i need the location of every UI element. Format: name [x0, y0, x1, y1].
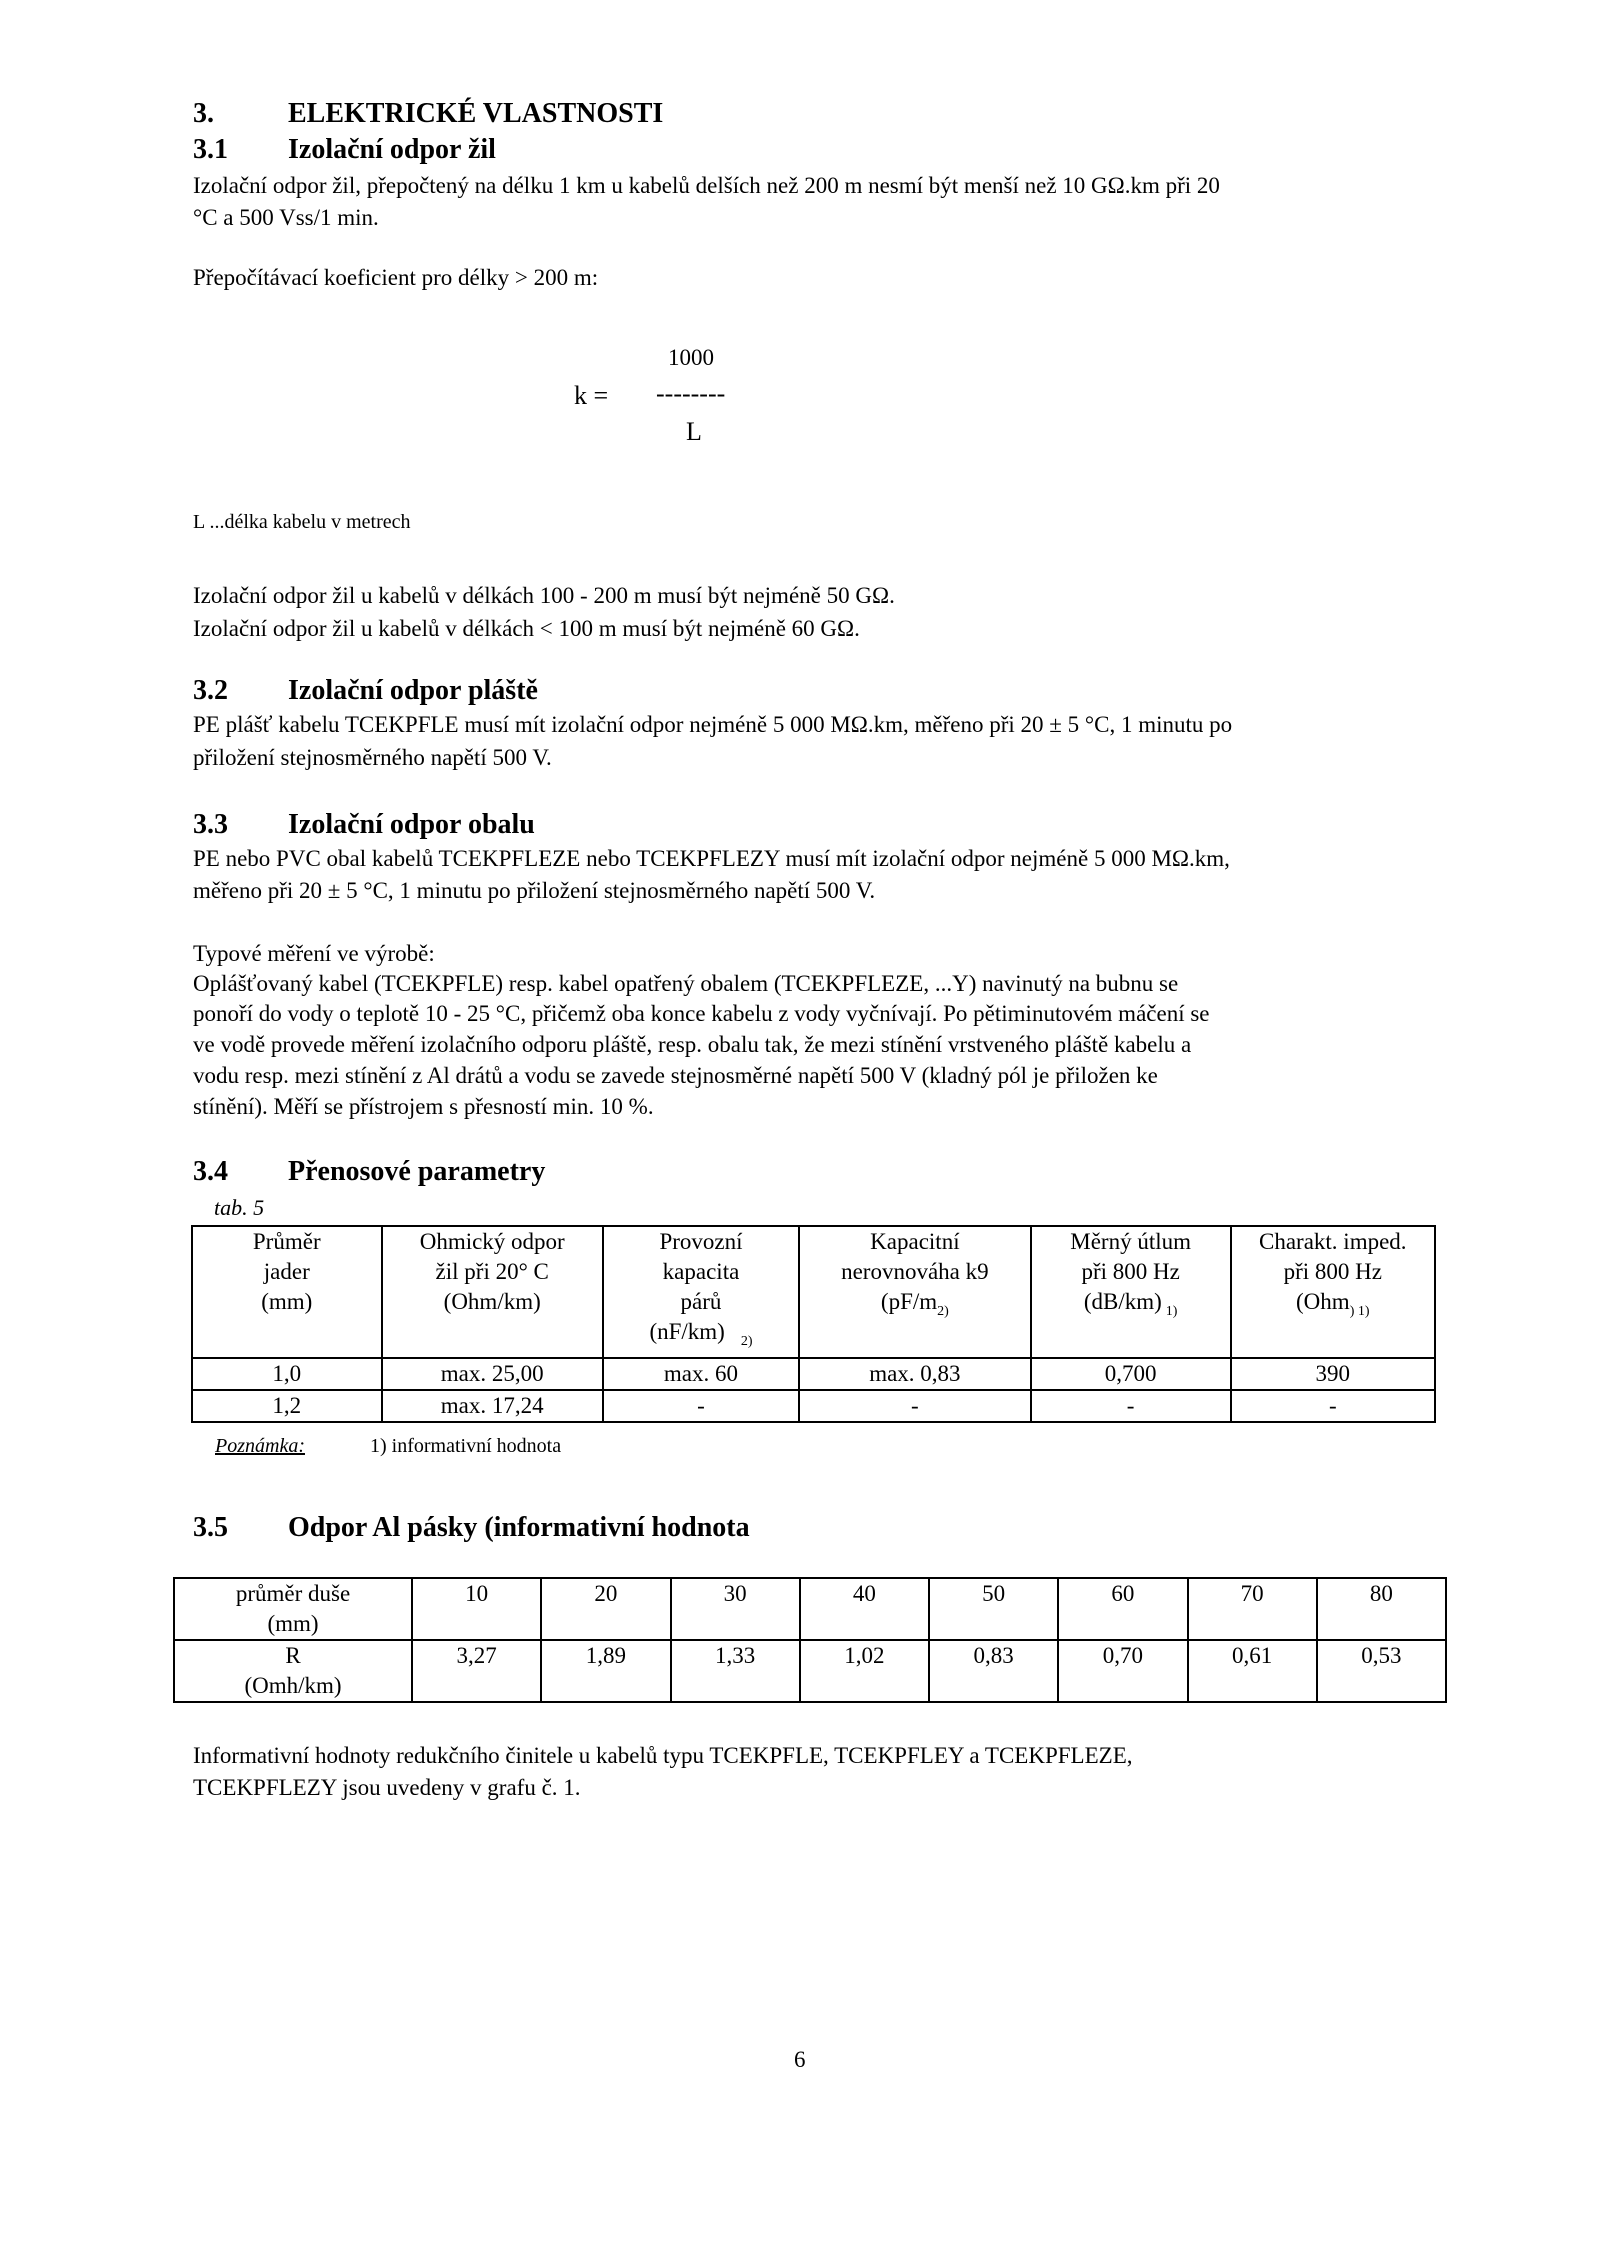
table-cell: 10	[412, 1578, 541, 1640]
section-number: 3.1	[193, 134, 228, 165]
paragraph-line: Přepočítávací koeficient pro délky > 200 m:	[193, 265, 599, 290]
section-title: Přenosové parametry	[288, 1156, 546, 1187]
paragraph-line: °C a 500 Vss/1 min.	[193, 205, 379, 230]
paragraph-line: Izolační odpor žil, přepočtený na délku 1 km u kabelů delších než 200 m nesmí být menší než 10 GΩ.km při 20	[193, 173, 1220, 198]
table-cell: 1,02	[800, 1640, 929, 1702]
table-cell: 0,83	[929, 1640, 1058, 1702]
paragraph-line: vodu resp. mezi stínění z Al drátů a vodu se zavede stejnosměrné napětí 500 V (kladný pól je přiložen ke	[193, 1063, 1158, 1088]
section-3-5-heading	[193, 1512, 750, 1544]
section-title: Izolační odpor žil	[288, 134, 496, 165]
formula-left: k =	[574, 381, 609, 410]
table-cell: -	[799, 1390, 1031, 1422]
paragraph-line: stínění). Měří se přístrojem s přesností min. 10 %.	[193, 1094, 654, 1119]
paragraph-line: Oplášťovaný kabel (TCEKPFLE) resp. kabel opatřený obalem (TCEKPFLEZE, ...Y) navinutý na bubnu se	[193, 971, 1179, 996]
page-number: 6	[794, 2047, 806, 2072]
paragraph-line: měřeno při 20 ± 5 °C, 1 minutu po přiložení stejnosměrného napětí 500 V.	[193, 878, 876, 903]
section-title: ELEKTRICKÉ VLASTNOSTI	[288, 98, 664, 129]
formula-legend: L ...délka kabelu v metrech	[193, 511, 411, 533]
paragraph-line: TCEKPFLEZY jsou uvedeny v grafu č. 1.	[193, 1775, 581, 1800]
table-cell: 3,27	[412, 1640, 541, 1702]
paragraph-line: ponoří do vody o teplotě 10 - 25 °C, přičemž oba konce kabelu z vody vyčnívají. Po pětiminutovém máčení se	[193, 1001, 1210, 1026]
table-cell: 80	[1317, 1578, 1446, 1640]
section-number: 3.	[193, 98, 214, 129]
al-tape-resistance-table	[173, 1577, 1447, 1703]
table-cell: 40	[800, 1578, 929, 1640]
table-cell: 60	[1058, 1578, 1187, 1640]
table-header-cell: Kapacitní nerovnováha k9 ($pF/m_{2)}$	[799, 1226, 1031, 1358]
section-3-3-heading	[193, 809, 535, 841]
table-row	[192, 1358, 1435, 1390]
table-header-cell: Charakt. imped. při 800 Hz (Ohm$_{) 1)}$	[1231, 1226, 1435, 1358]
table-cell: max. 0,83	[799, 1358, 1031, 1390]
table-cell: max. 60	[603, 1358, 799, 1390]
table-cell: max. 17,24	[382, 1390, 603, 1422]
table-row-diameter	[174, 1578, 1446, 1640]
paragraph-line: Typové měření ve výrobě:	[193, 941, 435, 966]
paragraph-line: PE nebo PVC obal kabelů TCEKPFLEZE nebo TCEKPFLEZY musí mít izolační odpor nejméně 5 000 MΩ.km,	[193, 846, 1230, 871]
table-cell: 390	[1231, 1358, 1435, 1390]
section-title: Izolační odpor pláště	[288, 675, 538, 706]
formula-bar: --------	[656, 379, 726, 408]
table-cell: 1,2	[192, 1390, 382, 1422]
table-cell: -	[1031, 1390, 1231, 1422]
table-cell: -	[1231, 1390, 1435, 1422]
paragraph-line: Izolační odpor žil u kabelů v délkách < 100 m musí být nejméně 60 GΩ.	[193, 616, 860, 641]
paragraph-line: PE plášť kabelu TCEKPFLE musí mít izolační odpor nejméně 5 000 MΩ.km, měřeno při 20 ± 5 °C, 1 minutu po	[193, 712, 1233, 737]
section-3-heading	[193, 98, 664, 130]
section-3-1-heading	[193, 134, 496, 166]
section-number: 3.5	[193, 1512, 228, 1543]
table-cell: 20	[541, 1578, 670, 1640]
table-row-label: R (Omh/km)	[174, 1640, 412, 1702]
paragraph-line: ve vodě provede měření izolačního odporu pláště, resp. obalu tak, že mezi stínění vrstveného pláště kabelu a	[193, 1032, 1192, 1057]
table-cell: 0,61	[1188, 1640, 1317, 1702]
table-row-resistance	[174, 1640, 1446, 1702]
note-text: 1) informativní hodnota	[370, 1435, 562, 1457]
table-header-cell: Průměr jader (mm)	[192, 1226, 382, 1358]
note-label: Poznámka:	[215, 1435, 305, 1457]
table-label: tab. 5	[214, 1195, 265, 1220]
table-cell: 1,89	[541, 1640, 670, 1702]
formula-denominator: L	[686, 417, 702, 446]
table-header-row	[192, 1226, 1435, 1358]
table-header-cell: Provozní kapacita párů (nF/km) $_{2)}$	[603, 1226, 799, 1358]
section-number: 3.3	[193, 809, 228, 840]
table-cell: 50	[929, 1578, 1058, 1640]
section-number: 3.4	[193, 1156, 228, 1187]
table-header-cell: Ohmický odpor žil při 20° C (Ohm/km)	[382, 1226, 603, 1358]
section-3-2-heading	[193, 675, 538, 707]
table-cell: 70	[1188, 1578, 1317, 1640]
table-cell: 1,0	[192, 1358, 382, 1390]
paragraph-line: přiložení stejnosměrného napětí 500 V.	[193, 745, 552, 770]
table-cell: 0,70	[1058, 1640, 1187, 1702]
paragraph-line: Izolační odpor žil u kabelů v délkách 100 - 200 m musí být nejméně 50 GΩ.	[193, 583, 895, 608]
table-cell: 1,33	[671, 1640, 800, 1702]
paragraph-line: Informativní hodnoty redukčního činitele u kabelů typu TCEKPFLE, TCEKPFLEY a TCEKPFLEZE,	[193, 1743, 1133, 1768]
table-row	[192, 1390, 1435, 1422]
table-header-cell: Měrný útlum při 800 Hz (dB/km) $_{1)}$	[1031, 1226, 1231, 1358]
table-cell: max. 25,00	[382, 1358, 603, 1390]
transmission-parameters-table	[191, 1225, 1436, 1423]
section-3-4-heading	[193, 1156, 546, 1188]
table-cell: 0,700	[1031, 1358, 1231, 1390]
table-row-label: průměr duše (mm)	[174, 1578, 412, 1640]
section-title: Odpor Al pásky (informativní hodnota	[288, 1512, 750, 1543]
table-cell: 30	[671, 1578, 800, 1640]
formula-numerator: 1000	[668, 345, 714, 370]
section-title: Izolační odpor obalu	[288, 809, 535, 840]
section-number: 3.2	[193, 675, 228, 706]
table-cell: -	[603, 1390, 799, 1422]
table-cell: 0,53	[1317, 1640, 1446, 1702]
